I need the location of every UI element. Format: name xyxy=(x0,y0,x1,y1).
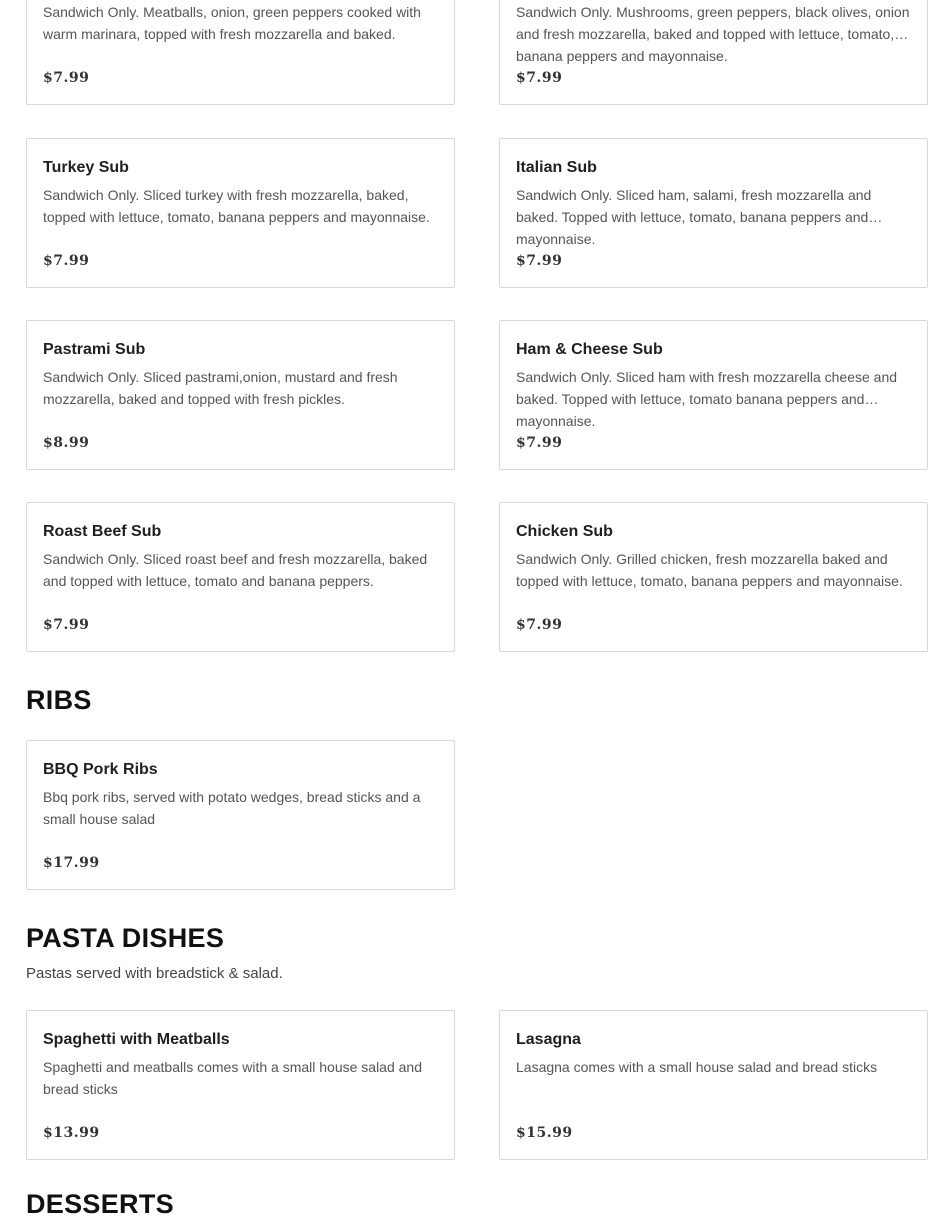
menu-item-name: BBQ Pork Ribs xyxy=(43,761,158,778)
menu-item-name: Spaghetti with Meatballs xyxy=(43,1031,230,1048)
menu-item-description: Sandwich Only. Grilled chicken, fresh mozzarella baked and topped with lettuce, tomato, banana peppers and mayonnaise. xyxy=(516,551,903,589)
menu-item-card[interactable] xyxy=(26,138,455,288)
menu-item-price: $7.99 xyxy=(43,253,90,269)
menu-item-price: $15.99 xyxy=(516,1125,573,1141)
menu-item-price: $7.99 xyxy=(43,70,90,86)
menu-item-card[interactable] xyxy=(26,1010,455,1160)
menu-item-card[interactable] xyxy=(499,138,928,288)
menu-item-name: Turkey Sub xyxy=(43,159,129,176)
menu-item-price: $17.99 xyxy=(43,855,100,871)
section-subtitle-pasta: Pastas served with breadstick & salad. xyxy=(26,965,283,982)
menu-item-description: Sandwich Only. Meatballs, onion, green peppers cooked with warm marinara, topped with fresh mozzarella and baked. xyxy=(43,4,421,42)
menu-item-name: Lasagna xyxy=(516,1031,581,1048)
menu-item-name: Roast Beef Sub xyxy=(43,523,162,540)
menu-item-description: Sandwich Only. Sliced roast beef and fresh mozzarella, baked and topped with lettuce, tomato and banana peppers. xyxy=(43,551,428,589)
menu-item-price: $7.99 xyxy=(516,435,563,451)
menu-item-name: Ham & Cheese Sub xyxy=(516,341,663,358)
section-title-pasta: PASTA DISHES xyxy=(26,923,225,953)
menu-item-card[interactable] xyxy=(499,502,928,652)
menu-item-price: $7.99 xyxy=(516,617,563,633)
menu-item-description: Sandwich Only. Sliced pastrami,onion, mustard and fresh mozzarella, baked and topped with fresh pickles. xyxy=(43,369,398,407)
menu-item-price: $7.99 xyxy=(516,253,563,269)
menu-item-card[interactable] xyxy=(499,0,928,105)
menu-item-name: Pastrami Sub xyxy=(43,341,146,358)
menu-item-price: $13.99 xyxy=(43,1125,100,1141)
menu-item-card[interactable] xyxy=(26,740,455,890)
pasta-grid xyxy=(26,1010,928,1160)
subs-grid-top xyxy=(26,0,928,105)
menu-item-name: Chicken Sub xyxy=(516,523,613,540)
menu-item-card[interactable] xyxy=(26,0,455,105)
subs-grid xyxy=(26,138,928,652)
menu-item-card[interactable] xyxy=(26,320,455,470)
menu-item-price: $7.99 xyxy=(516,70,563,86)
menu-item-card[interactable] xyxy=(499,320,928,470)
ribs-grid xyxy=(26,740,928,890)
menu-item-description: Sandwich Only. Sliced turkey with fresh mozzarella, baked, topped with lettuce, tomato, banana peppers and mayonnaise. xyxy=(43,187,430,225)
menu-item-description: Lasagna comes with a small house salad and bread sticks xyxy=(516,1059,878,1075)
menu-item-description: Spaghetti and meatballs comes with a small house salad and bread sticks xyxy=(43,1059,422,1097)
menu-item-description: Sandwich Only. Sliced ham, salami, fresh mozzarella and baked. Topped with lettuce, tomato, banana peppers and mayonnaise. xyxy=(516,187,872,247)
section-title-ribs: RIBS xyxy=(26,685,92,715)
menu-item-price: $7.99 xyxy=(43,617,90,633)
menu-item-price: $8.99 xyxy=(43,435,90,451)
menu-item-card[interactable] xyxy=(26,502,455,652)
menu-item-description: Sandwich Only. Mushrooms, green peppers, black olives, onion and fresh mozzarella, baked and topped with lettuce, tomato, banana peppers and mayonnaise. xyxy=(516,4,910,64)
menu-item-description: Sandwich Only. Sliced ham with fresh mozzarella cheese and baked. Topped with lettuce, tomato banana peppers and mayonnaise. xyxy=(516,369,898,429)
menu-item-card[interactable] xyxy=(499,1010,928,1160)
section-title-desserts: DESSERTS xyxy=(26,1189,174,1219)
menu-item-description: Bbq pork ribs, served with potato wedges, bread sticks and a small house salad xyxy=(43,789,421,827)
menu-item-name: Italian Sub xyxy=(516,159,597,176)
